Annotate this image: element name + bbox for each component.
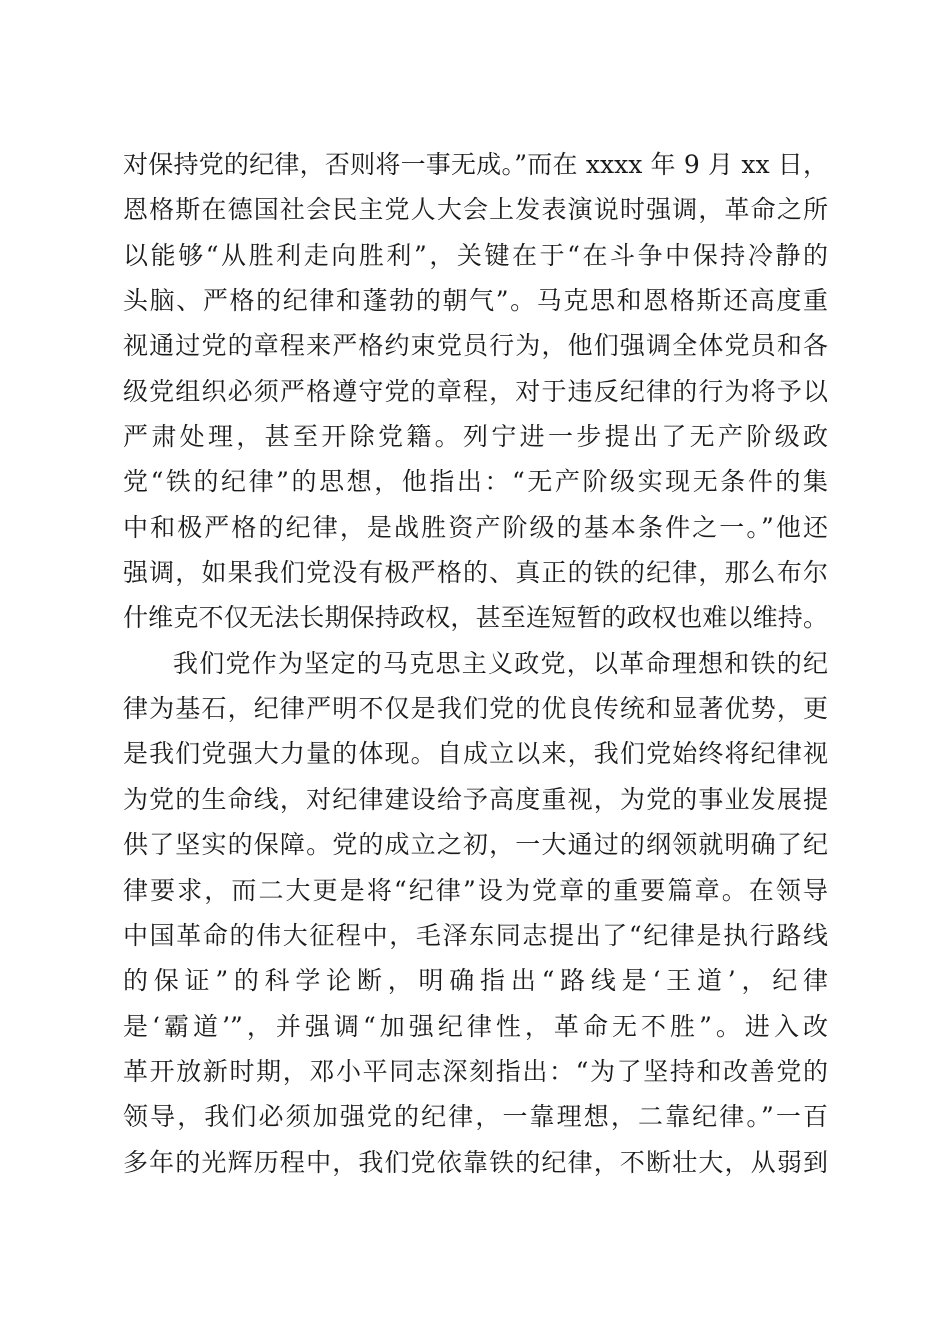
document-body bbox=[123, 142, 828, 1185]
text-line: 律要求，而二大更是将“纪律”设为党章的重要篇章。在领导 bbox=[123, 875, 828, 905]
text-line: 恩格斯在德国社会民主党人大会上发表演说时强调，革命之所 bbox=[123, 195, 828, 225]
text-line: 中国革命的伟大征程中，毛泽东同志提出了“纪律是执行路线 bbox=[123, 920, 828, 950]
text-line: 中和极严格的纪律，是战胜资产阶级的基本条件之一。”他还 bbox=[123, 512, 828, 542]
text-line: 视通过党的章程来严格约束党员行为，他们强调全体党员和各 bbox=[123, 331, 828, 361]
paragraph-2 bbox=[123, 641, 828, 1185]
text-line: 的保证”的科学论断，明确指出“路线是‘王道’，纪律 bbox=[123, 966, 828, 996]
text-line: 律为基石，纪律严明不仅是我们党的优良传统和显著优势，更 bbox=[123, 694, 828, 724]
text-line: 多年的光辉历程中，我们党依靠铁的纪律，不断壮大，从弱到 bbox=[123, 1147, 828, 1177]
text-line: 什维克不仅无法长期保持政权，甚至连短暂的政权也难以维持。 bbox=[123, 603, 828, 633]
text-line: 我们党作为坚定的马克思主义政党，以革命理想和铁的纪 bbox=[173, 648, 828, 678]
paragraph-1 bbox=[123, 142, 828, 641]
text-line: 是‘霸道’”，并强调“加强纪律性，革命无不胜”。进入改 bbox=[123, 1011, 828, 1041]
text-line: 是我们党强大力量的体现。自成立以来，我们党始终将纪律视 bbox=[123, 739, 828, 769]
text-line: 为党的生命线，对纪律建设给予高度重视，为党的事业发展提 bbox=[123, 784, 828, 814]
text-line: 供了坚实的保障。党的成立之初，一大通过的纲领就明确了纪 bbox=[123, 830, 828, 860]
text-line: 对保持党的纪律，否则将一事无成。”而在 xxxx 年 9 月 xx 日， bbox=[123, 150, 828, 179]
text-line: 严肃处理，甚至开除党籍。列宁进一步提出了无产阶级政 bbox=[123, 422, 828, 452]
text-line: 强调，如果我们党没有极严格的、真正的铁的纪律，那么布尔 bbox=[123, 558, 828, 588]
text-line: 头脑、严格的纪律和蓬勃的朝气”。马克思和恩格斯还高度重 bbox=[123, 286, 828, 316]
text-line: 以能够“从胜利走向胜利”，关键在于“在斗争中保持冷静的 bbox=[123, 240, 828, 270]
text-line: 革开放新时期，邓小平同志深刻指出：“为了坚持和改善党的 bbox=[123, 1056, 828, 1086]
text-line: 级党组织必须严格遵守党的章程，对于违反纪律的行为将予以 bbox=[123, 376, 828, 406]
text-line: 党“铁的纪律”的思想，他指出：“无产阶级实现无条件的集 bbox=[123, 467, 828, 497]
text-line: 领导，我们必须加强党的纪律，一靠理想，二靠纪律。”一百 bbox=[123, 1102, 828, 1132]
